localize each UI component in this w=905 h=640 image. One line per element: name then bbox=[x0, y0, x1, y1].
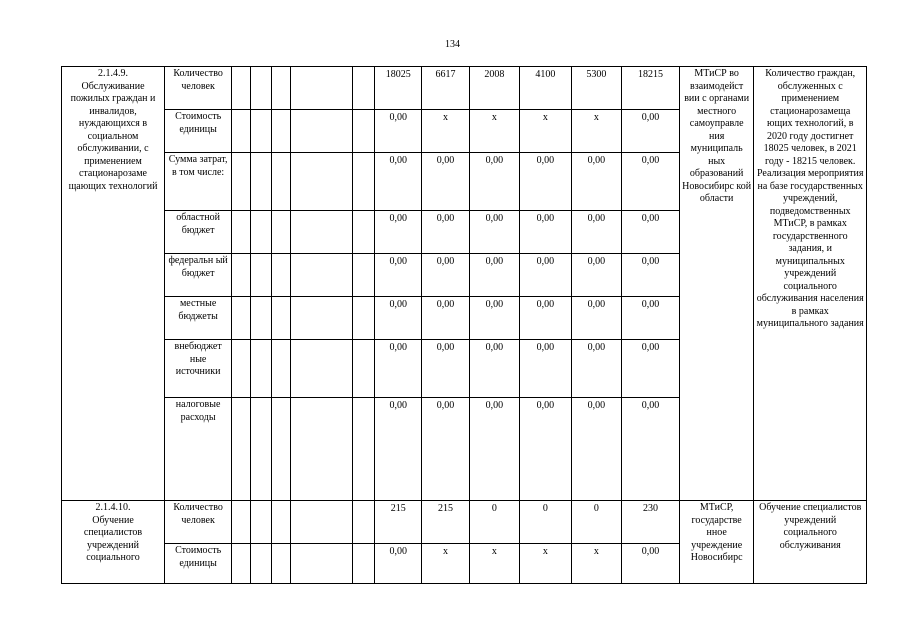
empty-cell bbox=[232, 398, 251, 501]
measure-cell bbox=[62, 67, 165, 501]
value-cell: 0,00 bbox=[622, 297, 680, 340]
result-cell: Количество граждан, обслуженных с применением стационарозамеща ющих технологий, в 2020 году достигнет 18025 человек, в 2021 году - 18215 человек. Реализация мероприятия на базе государственных учреждений, подведомственных МТиСР, в рамках государственного задания, и муниципальных учреждений социального обслуживания населения в рамках муниципального задания bbox=[754, 67, 867, 501]
empty-cell bbox=[272, 544, 291, 584]
value-cell: 0,00 bbox=[469, 153, 519, 211]
empty-cell bbox=[291, 501, 353, 544]
value-cell: х bbox=[571, 110, 621, 153]
value-cell: 0,00 bbox=[375, 297, 422, 340]
value-cell: 0,00 bbox=[375, 110, 422, 153]
value-cell: 0,00 bbox=[375, 211, 422, 254]
value-cell: 0,00 bbox=[520, 297, 571, 340]
value-cell: 18215 bbox=[622, 67, 680, 110]
value-cell: 0,00 bbox=[571, 254, 621, 297]
value-cell: 0,00 bbox=[571, 297, 621, 340]
empty-cell bbox=[291, 153, 353, 211]
empty-cell bbox=[291, 211, 353, 254]
value-cell: 0,00 bbox=[422, 398, 469, 501]
empty-cell bbox=[251, 501, 272, 544]
executor-cell: МТиСР, государстве нное учреждение Новосибирс bbox=[679, 501, 754, 584]
result-cell: Обучение специалистов учреждений социального обслуживания bbox=[754, 501, 867, 584]
empty-cell bbox=[232, 211, 251, 254]
empty-cell bbox=[232, 297, 251, 340]
value-cell: 0,00 bbox=[469, 297, 519, 340]
empty-cell bbox=[232, 67, 251, 110]
value-cell: х bbox=[422, 544, 469, 584]
measure-title: Обслуживание пожилых граждан и инвалидов, нуждающихся в социальном обслуживании, с применением стационарозаме щающих технологий bbox=[68, 80, 158, 192]
empty-cell bbox=[251, 544, 272, 584]
value-cell: 4100 bbox=[520, 67, 571, 110]
value-cell: 0,00 bbox=[622, 398, 680, 501]
value-cell: 0,00 bbox=[375, 254, 422, 297]
value-cell: х bbox=[469, 544, 519, 584]
empty-cell bbox=[251, 110, 272, 153]
empty-cell bbox=[251, 297, 272, 340]
empty-cell bbox=[272, 67, 291, 110]
indicator-label: областной бюджет bbox=[164, 211, 231, 254]
empty-cell bbox=[251, 211, 272, 254]
indicator-label: Количество человек bbox=[164, 67, 231, 110]
empty-cell bbox=[272, 297, 291, 340]
empty-cell bbox=[272, 153, 291, 211]
empty-cell bbox=[251, 153, 272, 211]
value-cell: 5300 bbox=[571, 67, 621, 110]
empty-cell bbox=[353, 67, 375, 110]
empty-cell bbox=[251, 254, 272, 297]
value-cell: 0,00 bbox=[520, 153, 571, 211]
empty-cell bbox=[353, 110, 375, 153]
value-cell: 0,00 bbox=[520, 211, 571, 254]
empty-cell bbox=[353, 501, 375, 544]
empty-cell bbox=[353, 211, 375, 254]
empty-cell bbox=[291, 340, 353, 398]
empty-cell bbox=[251, 340, 272, 398]
value-cell: 0,00 bbox=[422, 153, 469, 211]
empty-cell bbox=[291, 297, 353, 340]
empty-cell bbox=[353, 254, 375, 297]
value-cell: 0,00 bbox=[520, 398, 571, 501]
measure-code: 2.1.4.9. bbox=[97, 68, 128, 79]
empty-cell bbox=[251, 67, 272, 110]
value-cell: х bbox=[520, 544, 571, 584]
measure-cell bbox=[62, 501, 165, 584]
indicator-label: местные бюджеты bbox=[164, 297, 231, 340]
value-cell: 0,00 bbox=[571, 211, 621, 254]
value-cell: 0,00 bbox=[375, 340, 422, 398]
empty-cell bbox=[353, 340, 375, 398]
value-cell: 0,00 bbox=[422, 211, 469, 254]
value-cell: 0,00 bbox=[469, 398, 519, 501]
empty-cell bbox=[232, 254, 251, 297]
value-cell: х bbox=[422, 110, 469, 153]
empty-cell bbox=[291, 254, 353, 297]
value-cell: 0,00 bbox=[622, 340, 680, 398]
value-cell: х bbox=[520, 110, 571, 153]
value-cell: 0 bbox=[469, 501, 519, 544]
value-cell: 0 bbox=[571, 501, 621, 544]
value-cell: 0,00 bbox=[375, 398, 422, 501]
empty-cell bbox=[272, 254, 291, 297]
value-cell: 0,00 bbox=[571, 340, 621, 398]
empty-cell bbox=[272, 398, 291, 501]
empty-cell bbox=[232, 501, 251, 544]
indicator-label: федеральн ый бюджет bbox=[164, 254, 231, 297]
table-body bbox=[62, 67, 867, 584]
indicator-label: налоговые расходы bbox=[164, 398, 231, 501]
value-cell: 18025 bbox=[375, 67, 422, 110]
empty-cell bbox=[353, 297, 375, 340]
empty-cell bbox=[291, 110, 353, 153]
empty-cell bbox=[272, 340, 291, 398]
value-cell: 0,00 bbox=[622, 211, 680, 254]
empty-cell bbox=[353, 153, 375, 211]
empty-cell bbox=[272, 110, 291, 153]
value-cell: 215 bbox=[375, 501, 422, 544]
empty-cell bbox=[291, 67, 353, 110]
value-cell: 6617 bbox=[422, 67, 469, 110]
value-cell: 0,00 bbox=[622, 544, 680, 584]
indicator-label: Стоимость единицы bbox=[164, 544, 231, 584]
indicator-label: Количество человек bbox=[164, 501, 231, 544]
empty-cell bbox=[232, 153, 251, 211]
value-cell: 0,00 bbox=[622, 153, 680, 211]
value-cell: 0,00 bbox=[469, 254, 519, 297]
indicator-label: Стоимость единицы bbox=[164, 110, 231, 153]
empty-cell bbox=[291, 544, 353, 584]
value-cell: х bbox=[469, 110, 519, 153]
page-number: 134 bbox=[445, 39, 460, 50]
executor-cell: МТиСР во взаимодейст вии с органами местного самоуправле ния муниципаль ных образований Новосибирс кой области bbox=[679, 67, 754, 501]
empty-cell bbox=[353, 544, 375, 584]
empty-cell bbox=[232, 544, 251, 584]
value-cell: 0,00 bbox=[520, 254, 571, 297]
empty-cell bbox=[291, 398, 353, 501]
indicator-label: Сумма затрат, в том числе: bbox=[164, 153, 231, 211]
table-row bbox=[62, 67, 867, 110]
value-cell: 215 bbox=[422, 501, 469, 544]
value-cell: 230 bbox=[622, 501, 680, 544]
value-cell: 0,00 bbox=[422, 254, 469, 297]
indicator-label: внебюджет ные источники bbox=[164, 340, 231, 398]
value-cell: 0,00 bbox=[375, 153, 422, 211]
value-cell: 0,00 bbox=[422, 297, 469, 340]
value-cell: 0,00 bbox=[571, 398, 621, 501]
empty-cell bbox=[272, 501, 291, 544]
empty-cell bbox=[232, 110, 251, 153]
value-cell: 0,00 bbox=[622, 110, 680, 153]
value-cell: 0,00 bbox=[571, 153, 621, 211]
value-cell: 0,00 bbox=[469, 340, 519, 398]
value-cell: 0,00 bbox=[469, 211, 519, 254]
empty-cell bbox=[353, 398, 375, 501]
empty-cell bbox=[232, 340, 251, 398]
value-cell: 0,00 bbox=[622, 254, 680, 297]
measure-title: Обучение специалистов учреждений социального bbox=[83, 514, 143, 563]
value-cell: х bbox=[571, 544, 621, 584]
value-cell: 0,00 bbox=[422, 340, 469, 398]
value-cell: 0 bbox=[520, 501, 571, 544]
empty-cell bbox=[251, 398, 272, 501]
program-table bbox=[61, 66, 867, 584]
value-cell: 2008 bbox=[469, 67, 519, 110]
empty-cell bbox=[272, 211, 291, 254]
measure-code: 2.1.4.10. bbox=[95, 502, 131, 513]
table-row bbox=[62, 501, 867, 544]
value-cell: 0,00 bbox=[520, 340, 571, 398]
value-cell: 0,00 bbox=[375, 544, 422, 584]
